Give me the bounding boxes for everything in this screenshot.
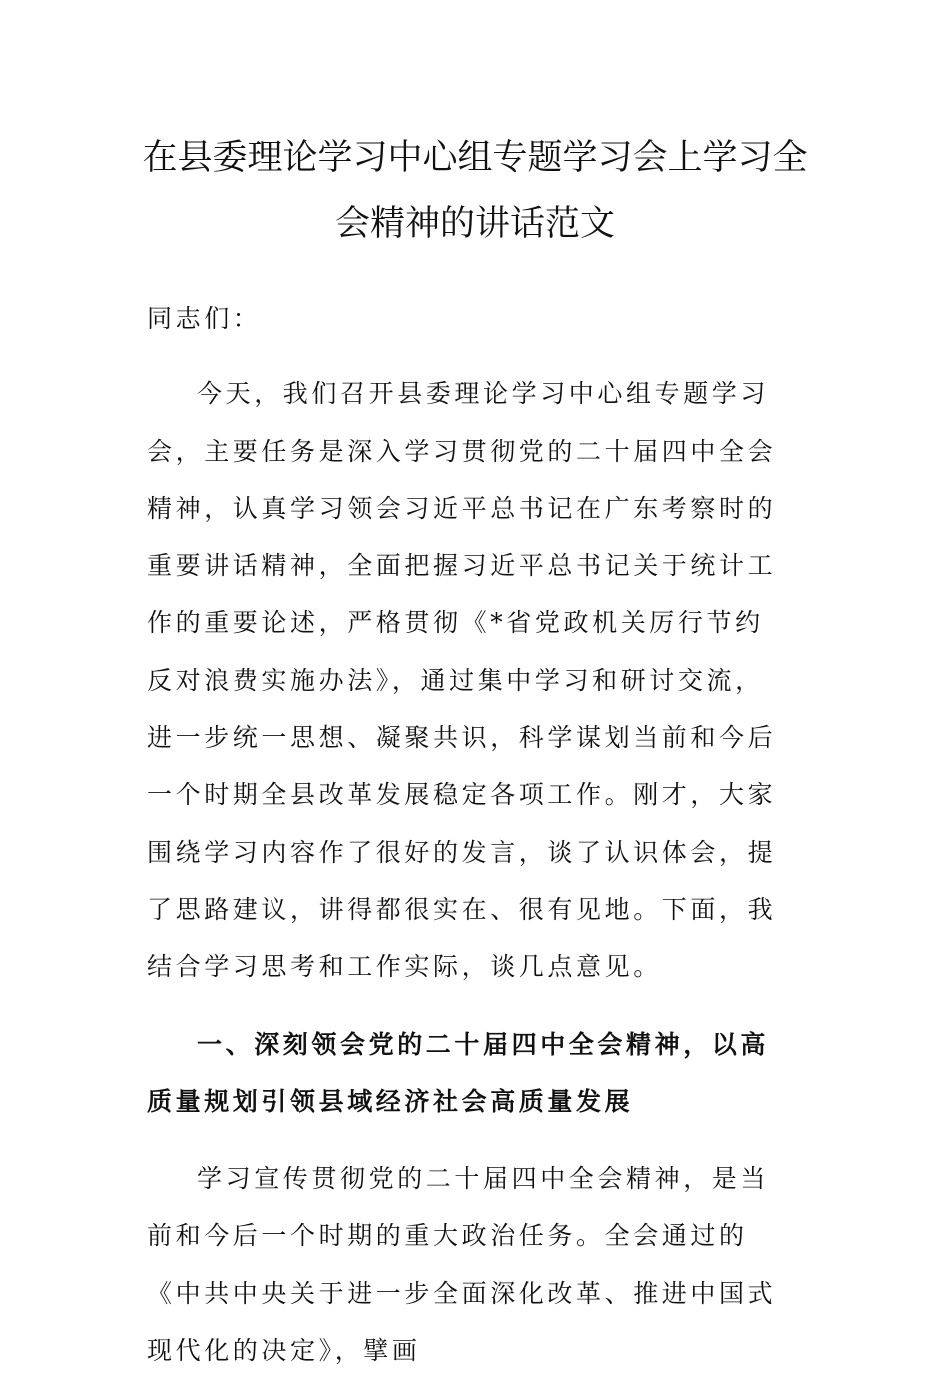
document-title: 在县委理论学习中心组专题学习会上学习全会精神的讲话范文	[142, 138, 808, 244]
paragraph-section-1: 学习宣传贯彻党的二十届四中全会精神，是当前和今后一个时期的重大政治任务。全会通过的《中共中央关于进一步全面深化改革、推进中国式现代化的决定》，擘画	[147, 1164, 777, 1366]
salutation: 同志们：	[147, 304, 262, 333]
document-body	[147, 290, 787, 1379]
paragraph-intro: 今天，我们召开县委理论学习中心组专题学习会，主要任务是深入学习贯彻党的二十届四中全会精神，认真学习领会习近平总书记在广东考察时的重要讲话精神，全面把握习近平总书记关于统计工作的重要论述，严格贯彻《*省党政机关厉行节约反对浪费实施办法》，通过集中学习和研讨交流，进一步统一思想、凝聚共识，科学谋划当前和今后一个时期全县改革发展稳定各项工作。刚才，大家围绕学习内容作了很好的发言，谈了认识体会，提了思路建议，讲得都很实在、很有见地。下面，我结合学习思考和工作实际，谈几点意见。	[147, 379, 777, 982]
section-heading-1: 一、深刻领会党的二十届四中全会精神，以高质量规划引领县域经济社会高质量发展	[147, 1029, 770, 1116]
